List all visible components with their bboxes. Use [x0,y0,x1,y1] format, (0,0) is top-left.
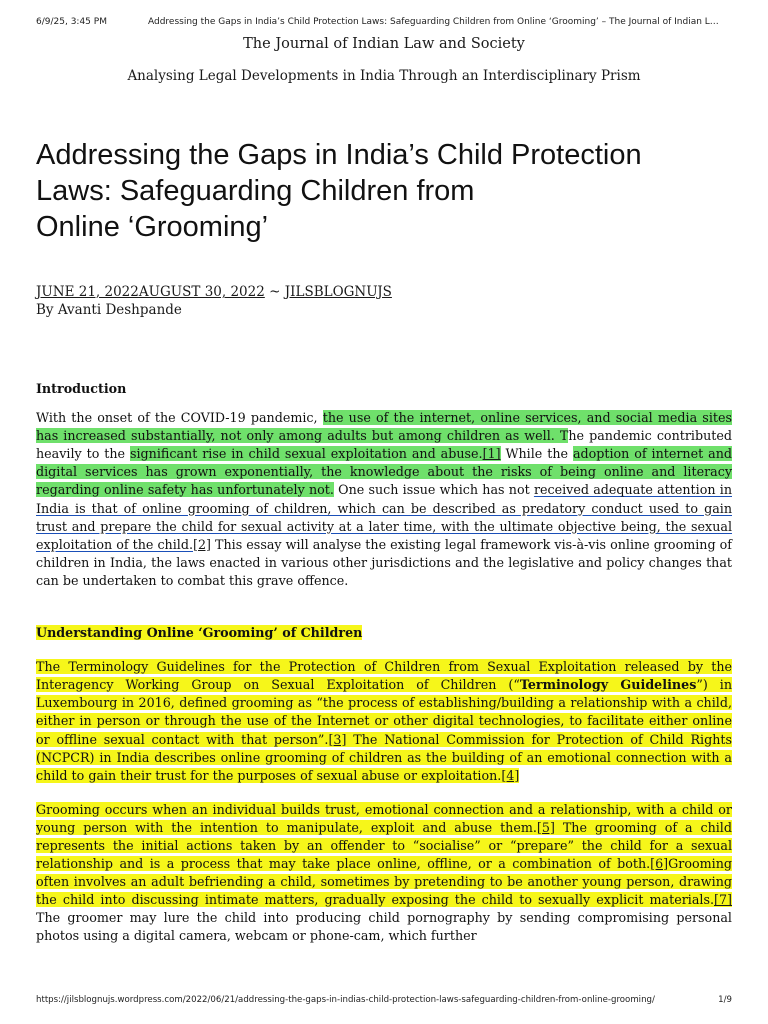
highlight-green: adoption of internet and digital services has grown exponentially, the knowledge about the risks of being online and literacy regarding online safety has unfortunately not. [36,446,732,498]
footnote-ref-4[interactable]: [4] [501,767,520,783]
underlined-passage: received adequate attention in India is that of online grooming of children, which can be described as predatory conduct used to gain trust and prepare the child for sexual activity at a later time, with the ultimate objective being, the sexual exploitation of the child. [36,482,732,552]
article-title [36,137,736,245]
paragraph-terminology: The Terminology Guidelines for the Protection of Children from Sexual Exploitation released by the Interagency Working Group on Sexual Exploitation of Children (“Terminology Guidelines”) in Luxembourg in 2016, defined grooming as “the process of establishing/building a relationship with a child, either in person or through the use of the Internet or other digital technologies, to facilitate either online or offline sexual contact with that person”.[3] The National Commission for Protection of Child Rights (NCPCR) in India describes online grooming of children as the building of an emotional connection with a child to gain their trust for the purposes of sexual abuse or exploitation.[4] [36,659,732,783]
site-title[interactable]: The Journal of Indian Law and Society [243,36,525,52]
footnote-ref-2[interactable]: [2] [193,536,211,552]
section-heading-understanding: Understanding Online ‘Grooming’ of Children [36,625,363,641]
footnote-ref-5[interactable]: [5] [536,819,555,835]
section-heading-introduction: Introduction [36,381,127,396]
author-link[interactable]: JILSBLOGNUJS [284,284,392,300]
page-number: 1/9 [718,995,732,1005]
paragraph-grooming: Grooming occurs when an individual builds trust, emotional connection and a relationship, with a child or young person with the intention to manipulate, exploit and abuse them.[5] The grooming of a child represents the initial actions taken by an offender to “socialise” or “prepare” the child for a sexual relationship and is a process that may take place online, offline, or a combination of both.[6]Grooming often involves an adult befriending a child, sometimes by pretending to be another young person, drawing the child into discussing intimate matters, gradually exposing the child to sexually explicit materials.[7] The groomer may lure the child into producing child pornography by sending compromising personal photos using a digital camera, webcam or phone-cam, which further [36,801,732,944]
title-line: Laws: Safeguarding Children from [36,175,475,207]
byline: By Avanti Deshpande [36,302,182,318]
highlight-green: significant rise in child sexual exploitation and abuse. [129,446,483,462]
intro-paragraph: With the onset of the COVID-19 pandemic, the use of the internet, online services, and social media sites has increased substantially, not only among adults but among children as well. The pandemic contributed heavily to the significant rise in child sexual exploitation and abuse.[1] While the adoption of internet and digital services has grown exponentially, the knowledge about the risks of being online and literacy regarding online safety has unfortunately not. One such issue which has not received adequate attention in India is that of online grooming of children, which can be described as predatory conduct used to gain trust and prepare the child for sexual activity at a later time, with the ultimate objective being, the sexual exploitation of the child.[2] This essay will analyse the existing legal framework vis-à-vis online grooming of children in India, the laws enacted in various other jurisdictions and the legislative and policy changes that can be undertaken to combat this grave offence. [36,410,732,588]
post-dates-link[interactable]: JUNE 21, 2022AUGUST 30, 2022 [36,284,265,300]
article-meta [36,283,392,319]
title-line: Addressing the Gaps in India’s Child Protection [36,139,642,171]
footnote-ref-3[interactable]: [3] [328,731,347,747]
footnote-ref-6[interactable]: [6] [650,856,669,872]
footnote-ref-1[interactable]: [1] [482,446,501,462]
meta-separator: ~ [269,284,281,300]
print-doc-title: Addressing the Gaps in India’s Child Protection Laws: Safeguarding Children from Online ‘Grooming’ – The Journal of Indian L… [148,17,719,27]
print-date: 6/9/25, 3:45 PM [36,17,107,27]
title-line: Online ‘Grooming’ [36,211,269,243]
page-url: https://jilsblognujs.wordpress.com/2022/06/21/addressing-the-gaps-in-indias-child-protection-laws-safeguarding-children-from-online-grooming/ [36,995,655,1005]
footnote-ref-7[interactable]: [7] [714,892,732,908]
article-body [36,380,732,946]
highlight-green: the use of the internet, online services, and social media sites has increased substantially, not only among adults but among children as well. T [36,410,732,444]
site-tagline: Analysing Legal Developments in India Through an Interdisciplinary Prism [127,68,641,84]
